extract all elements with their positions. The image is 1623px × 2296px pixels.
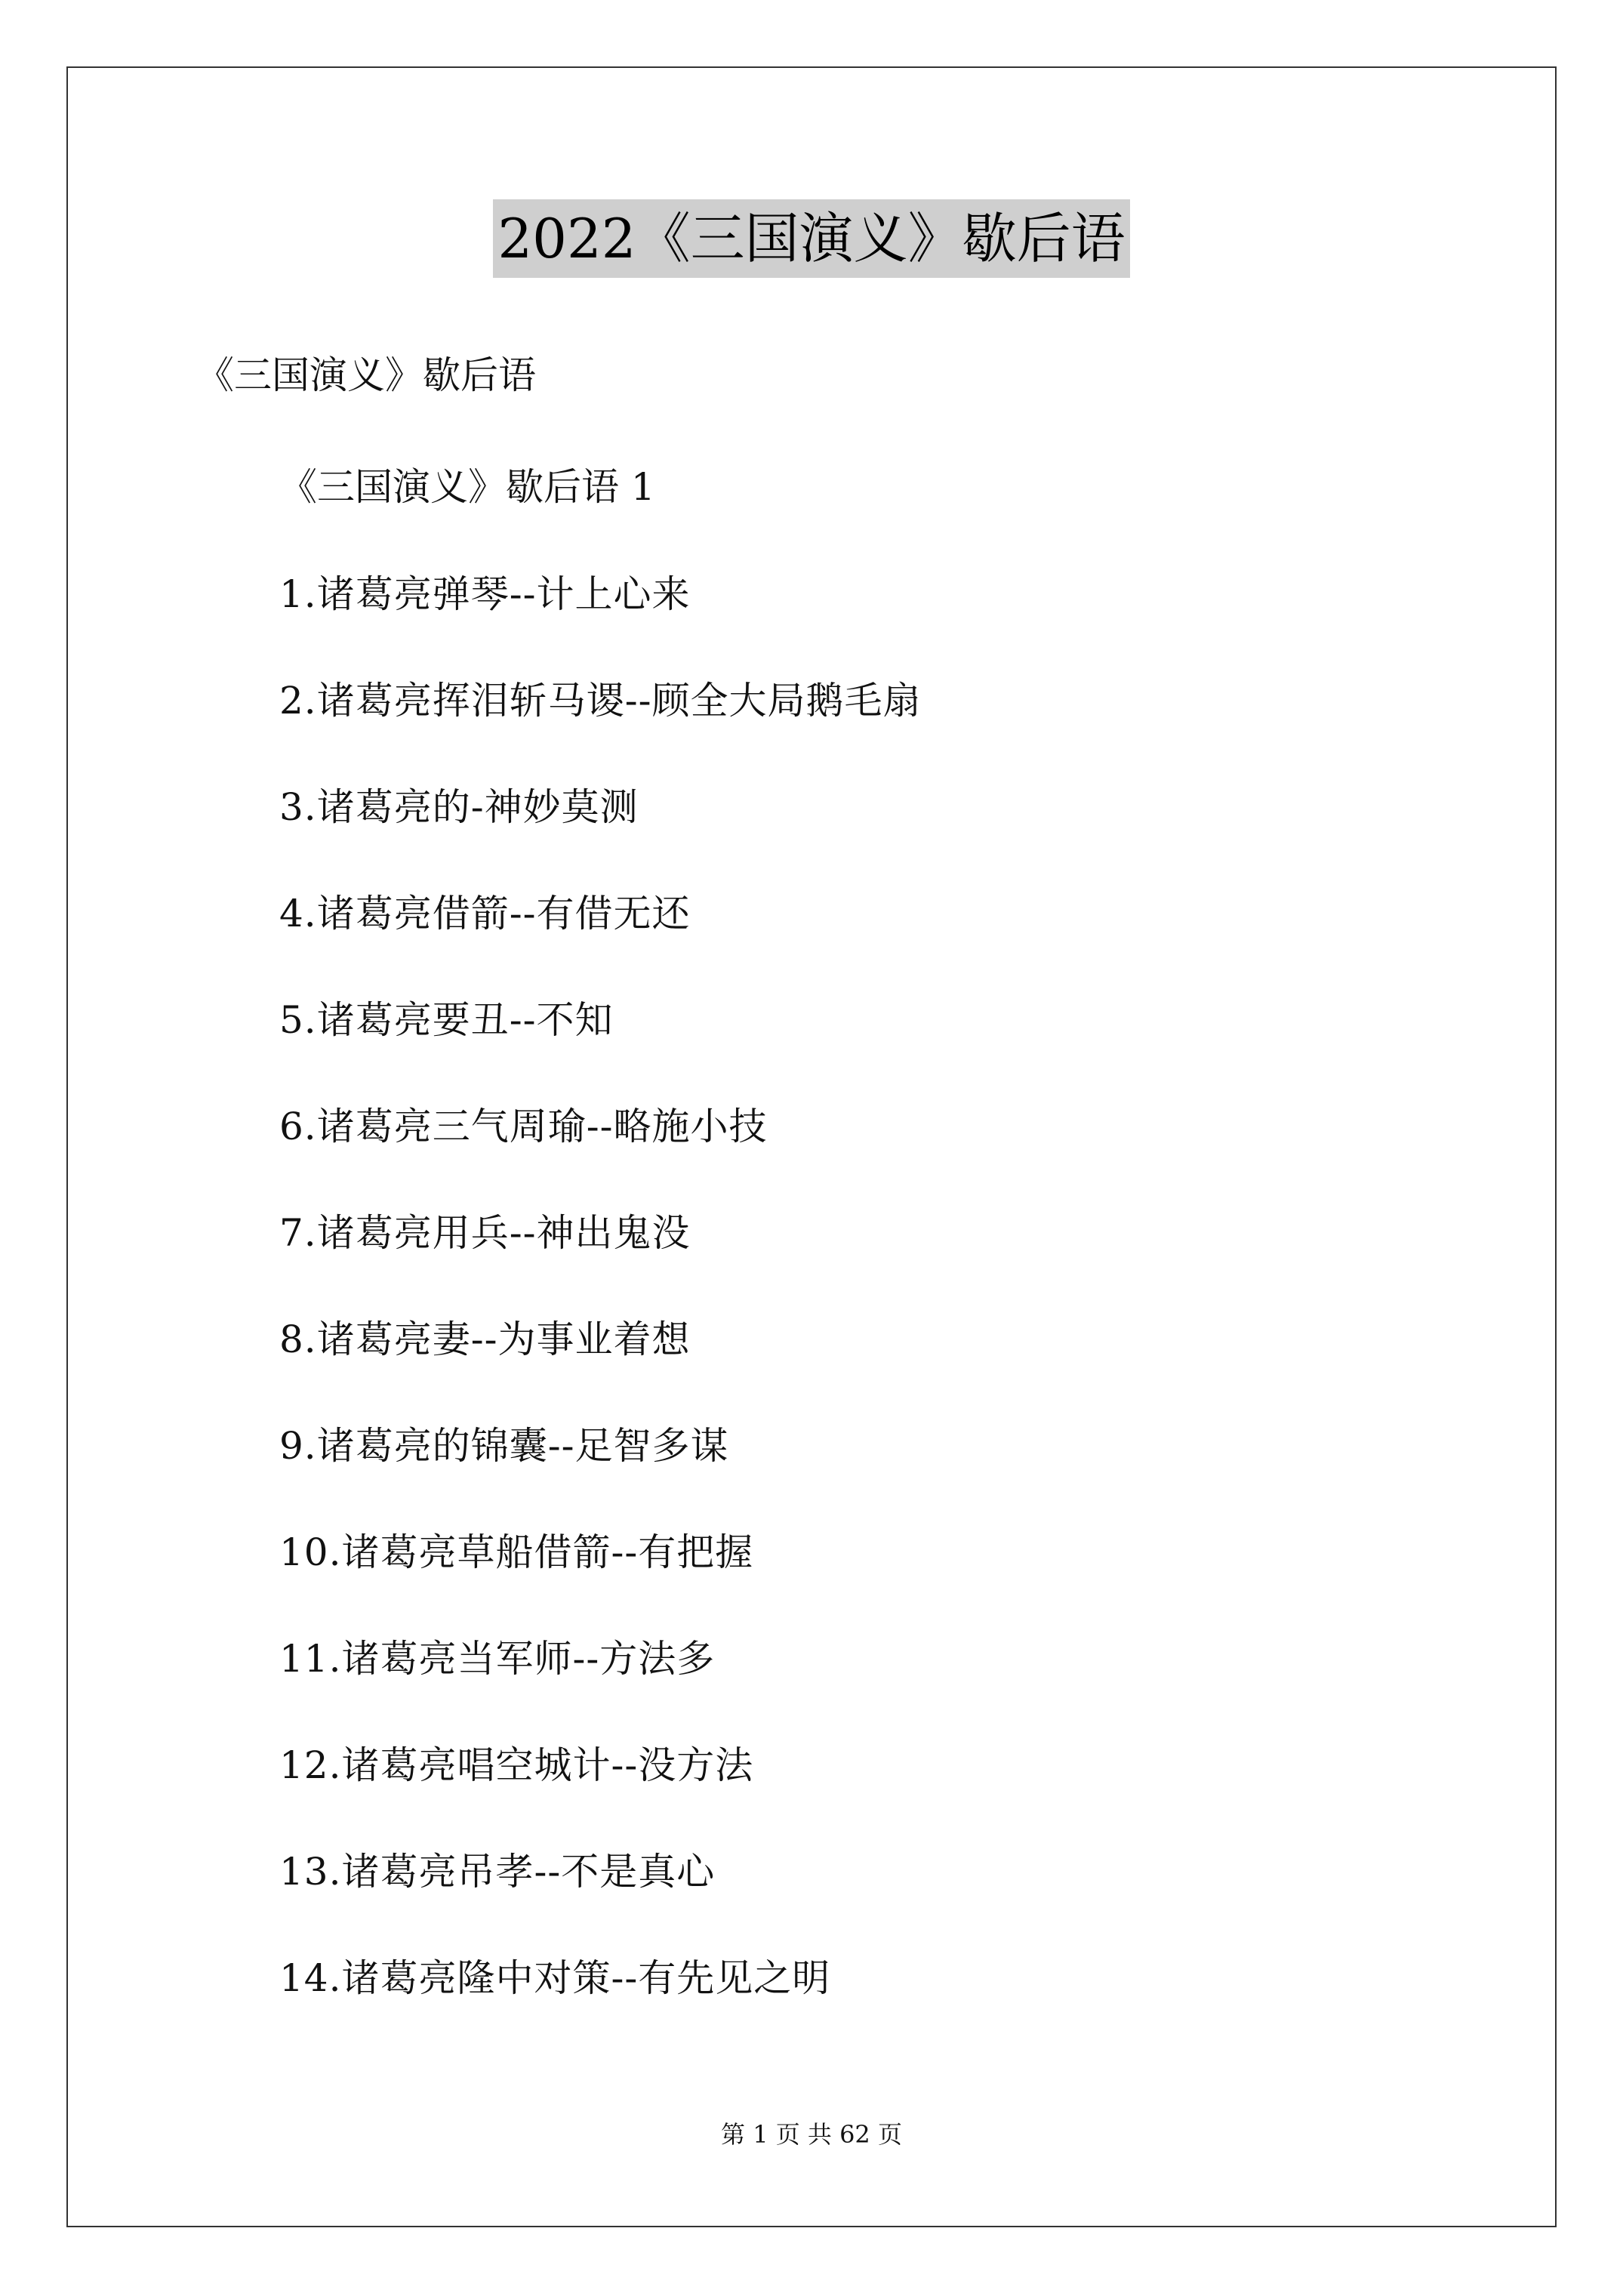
proverb-item: 10.诸葛亮草船借箭--有把握	[279, 1530, 754, 1574]
proverb-list	[279, 568, 922, 2058]
proverb-item: 12.诸葛亮唱空城计--没方法	[279, 1743, 754, 1787]
proverb-item: 4.诸葛亮借箭--有借无还	[279, 892, 691, 935]
proverb-item: 1.诸葛亮弹琴--计上心来	[279, 572, 691, 616]
proverb-item: 7.诸葛亮用兵--神出鬼没	[279, 1211, 691, 1255]
proverb-item: 9.诸葛亮的锦囊--足智多谋	[279, 1424, 729, 1468]
section-heading: 《三国演义》歇后语 1	[279, 465, 655, 509]
proverb-item: 2.诸葛亮挥泪斩马谡--顾全大局鹅毛扇	[279, 679, 922, 723]
proverb-item: 3.诸葛亮的-神妙莫测	[279, 785, 639, 829]
proverb-item: 11.诸葛亮当军师--方法多	[279, 1637, 716, 1681]
document-heading: 《三国演义》歇后语	[196, 353, 536, 397]
proverb-item: 8.诸葛亮妻--为事业着想	[279, 1318, 691, 1361]
page-footer: 第 1 页 共 62 页	[721, 2120, 902, 2149]
title-container	[0, 199, 1623, 278]
document-title: 2022《三国演义》歇后语	[493, 199, 1129, 278]
proverb-item: 13.诸葛亮吊孝--不是真心	[279, 1850, 716, 1894]
proverb-item: 5.诸葛亮要丑--不知	[279, 998, 614, 1042]
proverb-item: 6.诸葛亮三气周瑜--略施小技	[279, 1105, 768, 1148]
proverb-item: 14.诸葛亮隆中对策--有先见之明	[279, 1956, 831, 2000]
